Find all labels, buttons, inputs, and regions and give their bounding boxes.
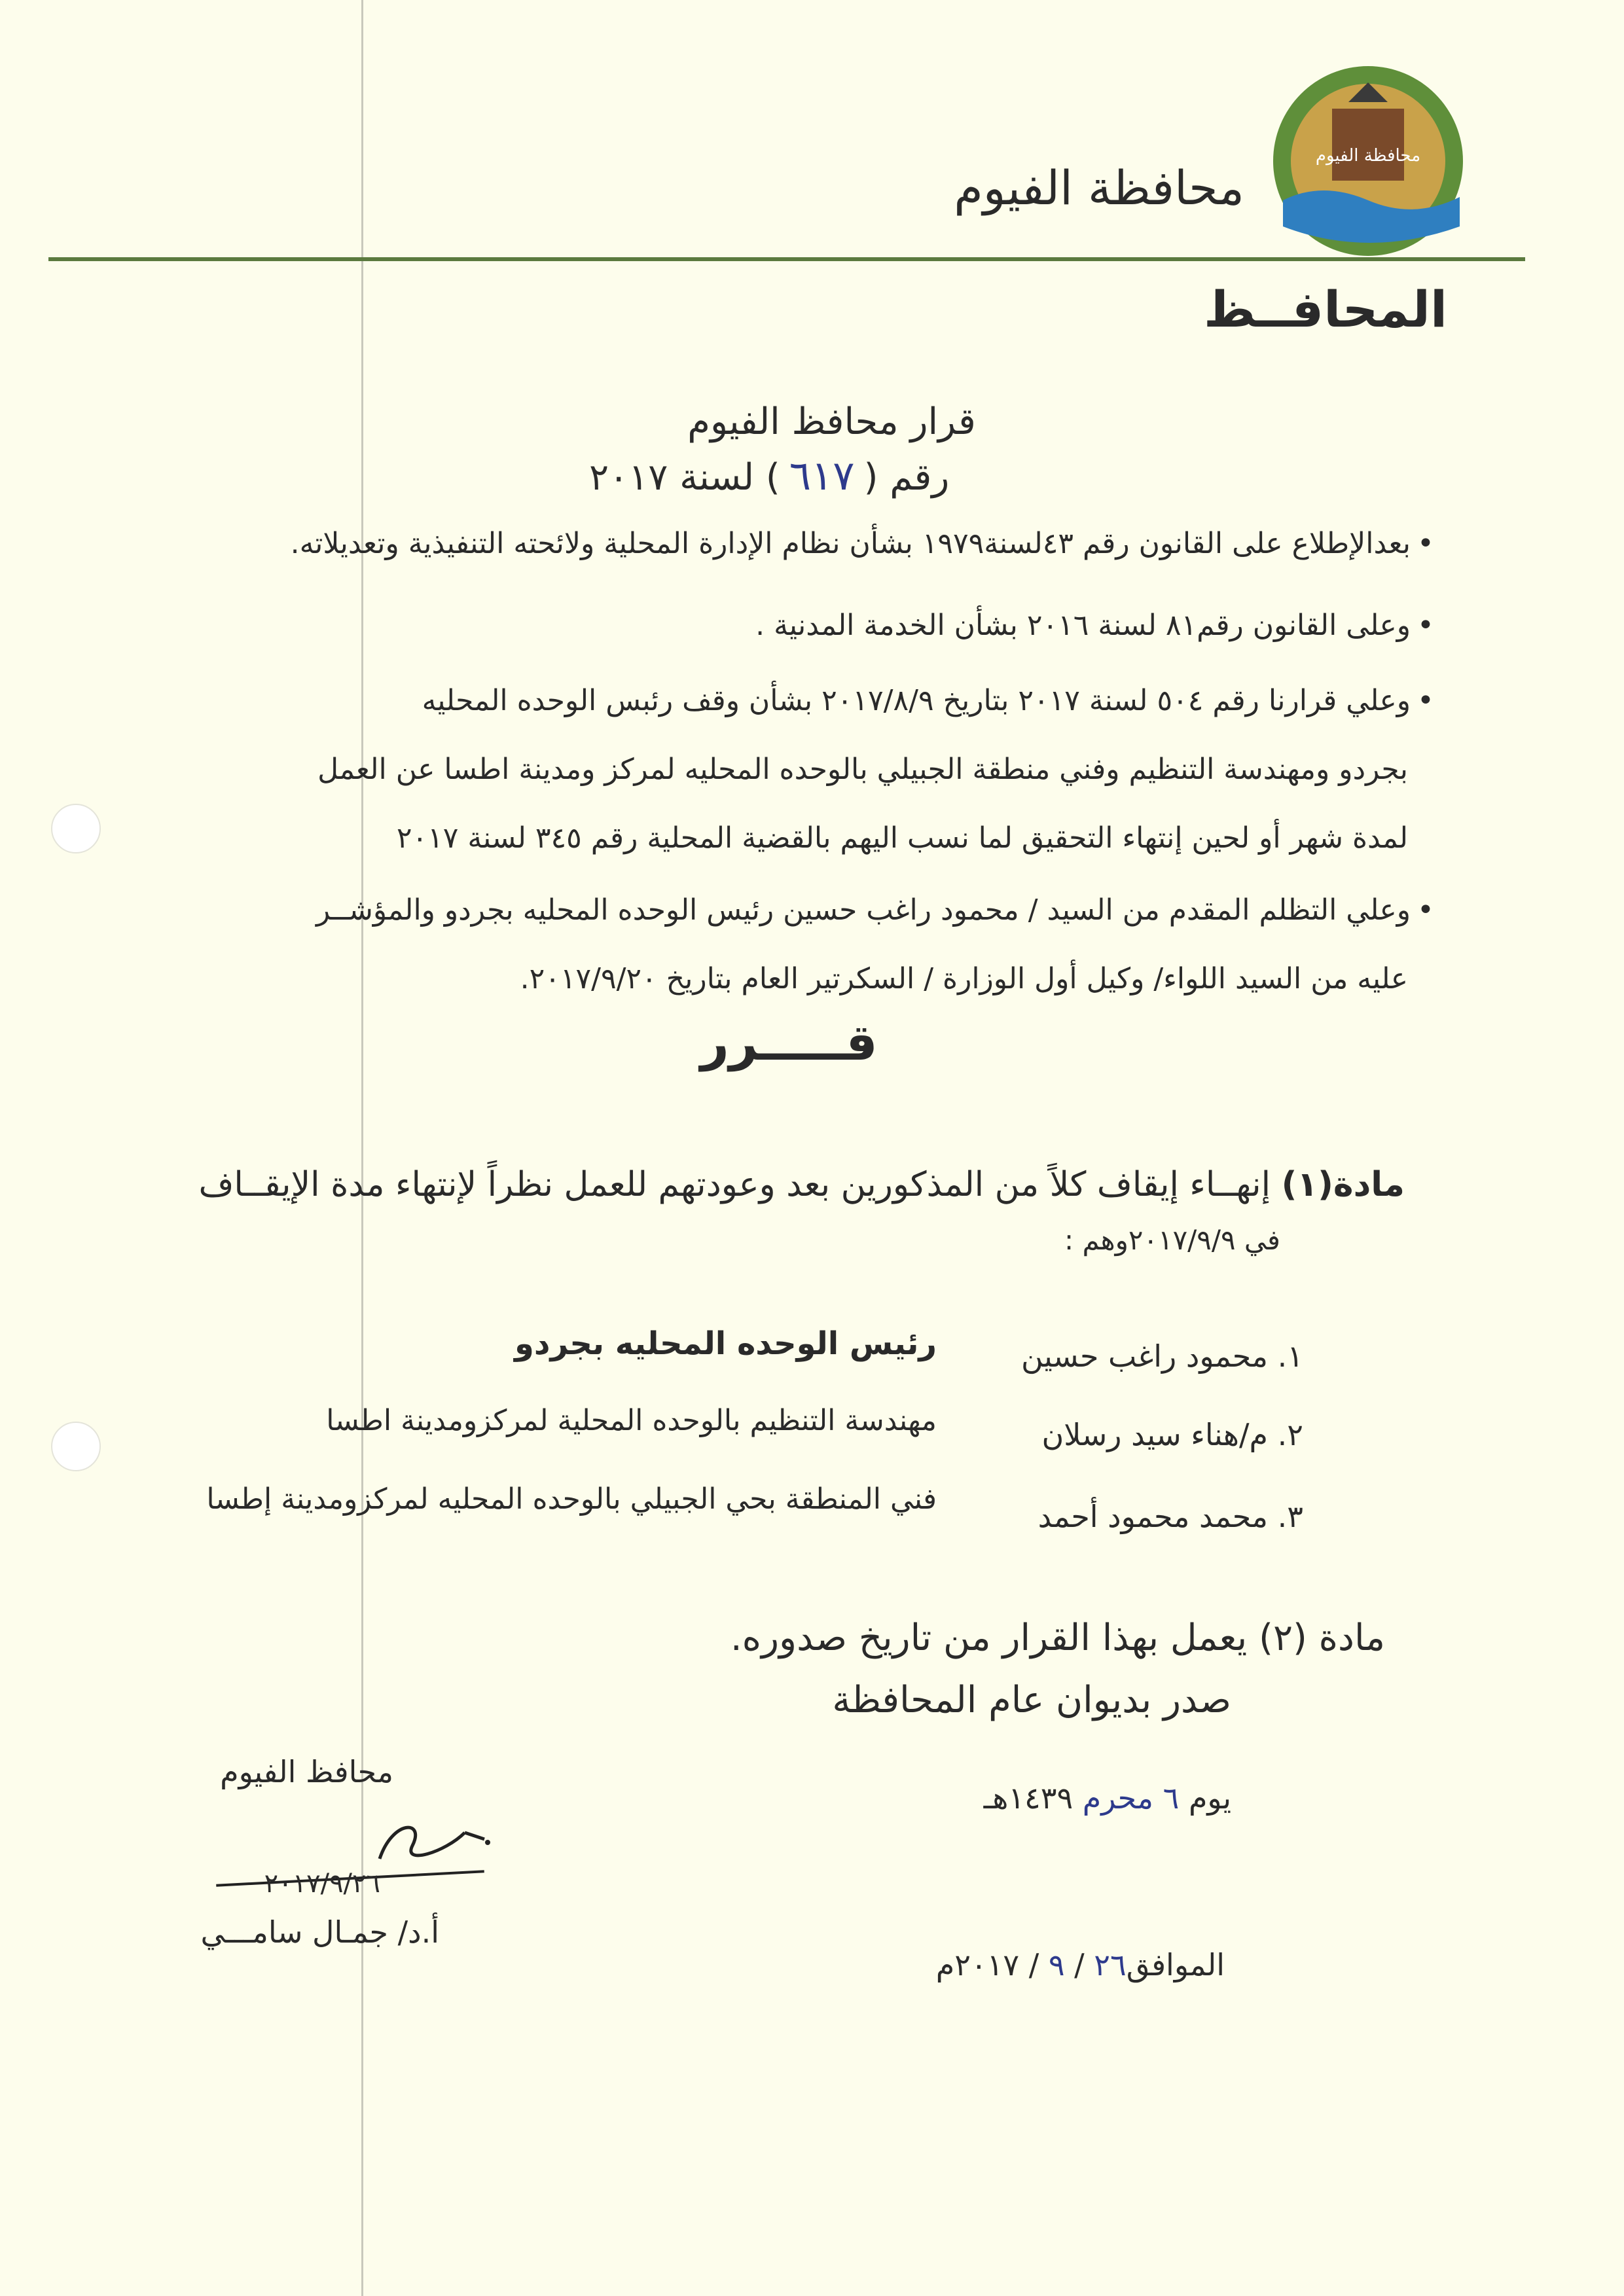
list-item: ٢. م/هناء سيد رسلان (1041, 1417, 1303, 1452)
preamble-line: •وعلي قرارنا رقم ٥٠٤ لسنة ٢٠١٧ بتاريخ ٢٠١٧/٨/٩ بشأن وقف رئبس الوحده المحليه (422, 684, 1434, 717)
gregorian-date: الموافق٢٦ / ٩ / ٢٠١٧م (935, 1947, 1225, 1982)
decides-heading: قـــــرر (700, 1013, 878, 1071)
punch-hole (51, 1422, 101, 1471)
article-1 (198, 1165, 1405, 1204)
preamble-line: •وعلي التظلم المقدم من السيد / محمود راغب حسين رئيس الوحده المحليه بجردو والمؤشــر (316, 893, 1434, 927)
governor-title: المحافــظ (1204, 280, 1447, 338)
hijri-date: يوم ٦ محرم ١٤٣٩هـ (983, 1780, 1231, 1816)
list-item-role: مهندسة التنظيم بالوحده المحلية لمركزومدينة اطسا (326, 1404, 937, 1437)
issued-at: صدر بديوان عام المحافظة (832, 1679, 1231, 1721)
list-item: ١. محمود راغب حسين (1021, 1338, 1303, 1374)
header-divider (48, 257, 1525, 261)
org-name: محافظة الفيوم (954, 160, 1244, 215)
punch-hole (51, 804, 101, 853)
article-2 (731, 1617, 1385, 1659)
page-fold-line (361, 0, 363, 2296)
decision-number-line (589, 452, 949, 499)
list-item: ٣. محمد محمود أحمد (1038, 1499, 1303, 1534)
preamble-line: بجردو ومهندسة التنظيم وفني منطقة الجبيلي بالوحده المحليه لمركز ومدينة اطسا عن العمل (317, 753, 1408, 786)
article-2-text: يعمل بهذا القرار من تاريخ صدوره. (730, 1617, 1248, 1659)
governorate-logo (1270, 63, 1466, 259)
article-1-continuation: في ٢٠١٧/٩/٩وهم : (1064, 1224, 1280, 1256)
list-item-role: فني المنطقة بحي الجبيلي بالوحده المحليه لمركزومدينة إطسا (206, 1482, 937, 1516)
decision-title: قرار محافظ الفيوم (687, 401, 976, 443)
signatory-name: أ.د/ جمـال سامـــي (200, 1914, 439, 1950)
article-1-text: إنهــاء إيقاف كلاً من المذكورين بعد وعودتهم للعمل نظراً لإنتهاء مدة الإيقــاف (198, 1165, 1271, 1204)
article-2-label: مادة (٢) (1259, 1617, 1385, 1659)
preamble-line: •بعدالإطلاع على القانون رقم ٤٣لسنة١٩٧٩ بشأن نظام الإدارة المحلية ولائحته التنفيذية وتعديلاته. (290, 527, 1434, 560)
signature-date: ٢٠١٧/٩/٢٦ (264, 1869, 380, 1899)
preamble-line: لمدة شهر أو لحين إنتهاء التحقيق لما نسب اليهم بالقضية المحلية رقم ٣٤٥ لسنة ٢٠١٧ (396, 821, 1408, 855)
handwritten-hijri-day: ٦ محرم (1082, 1780, 1180, 1816)
list-item-role: رئيس الوحده المحليه بجردو (514, 1325, 937, 1362)
number-prefix: رقم ( (863, 456, 950, 499)
signatory-title: محافظ الفيوم (220, 1754, 393, 1789)
logo-text: محافظة الفيوم (1315, 146, 1421, 166)
preamble-line: عليه من السيد اللواء/ وكيل أول الوزارة / السكرتير العام بتاريخ ٢٠١٧/٩/٢٠. (520, 962, 1408, 996)
article-1-label: مادة(١) (1281, 1165, 1405, 1204)
handwritten-number: ٦١٧ (789, 452, 855, 499)
preamble-line: •وعلى القانون رقم٨١ لسنة ٢٠١٦ بشأن الخدمة المدنية . (755, 609, 1434, 642)
number-suffix: ) لسنة ٢٠١٧ (589, 456, 780, 499)
